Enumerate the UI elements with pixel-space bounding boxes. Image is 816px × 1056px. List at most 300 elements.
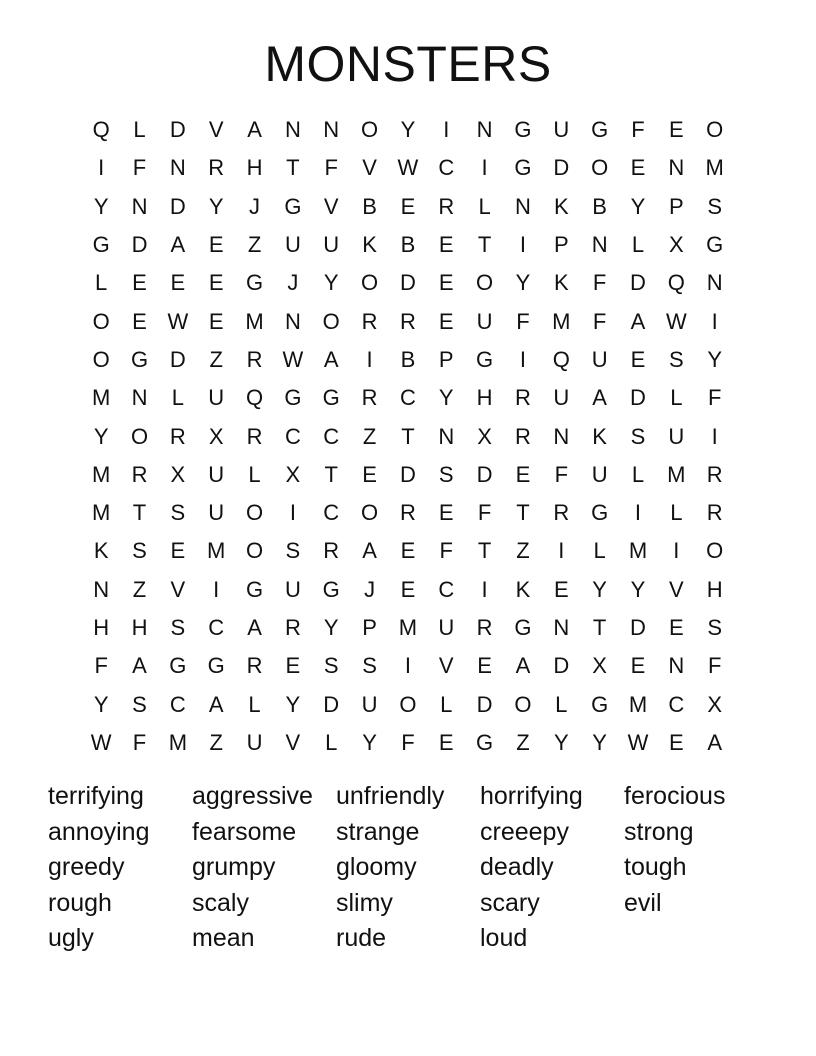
letter-grid	[82, 111, 734, 762]
grid-letter: T	[592, 615, 607, 640]
grid-letter: H	[706, 576, 723, 602]
grid-letter: O	[245, 538, 264, 564]
grid-letter: Q	[552, 346, 570, 372]
grid-letter: S	[707, 615, 723, 640]
grid-letter: F	[592, 308, 607, 334]
grid-letter: I	[289, 500, 296, 526]
grid-letter: F	[132, 729, 147, 755]
grid-letter: F	[707, 385, 722, 411]
grid-letter: L	[593, 538, 606, 564]
grid-letter: Z	[132, 576, 147, 602]
grid-row	[82, 571, 734, 609]
grid-letter: G	[284, 193, 302, 219]
grid-letter: N	[284, 117, 301, 143]
grid-letter: Y	[93, 193, 109, 219]
word-bank-item: strange	[336, 817, 420, 846]
grid-letter: L	[670, 500, 683, 526]
grid-letter: E	[400, 538, 416, 564]
grid-letter: E	[400, 576, 416, 602]
grid-letter: C	[399, 385, 416, 411]
grid-letter: D	[169, 346, 186, 372]
grid-letter: K	[592, 423, 607, 449]
grid-letter: W	[627, 729, 649, 755]
grid-letter: A	[132, 653, 147, 679]
grid-letter: E	[630, 653, 646, 679]
grid-letter: Q	[667, 270, 685, 296]
word-bank-item: rude	[336, 924, 387, 953]
grid-letter: P	[438, 346, 454, 372]
word-bank-item: mean	[192, 924, 255, 953]
grid-row	[82, 494, 734, 532]
grid-letter: E	[208, 232, 224, 258]
grid-letter: L	[248, 691, 261, 717]
grid-letter: G	[169, 653, 187, 679]
grid-letter: S	[630, 423, 646, 449]
grid-letter: J	[287, 270, 299, 296]
grid-letter: K	[362, 232, 377, 258]
grid-letter: G	[207, 653, 225, 679]
word-bank-row	[48, 779, 788, 815]
grid-letter: B	[592, 193, 607, 219]
grid-letter: E	[362, 461, 377, 487]
grid-letter: N	[553, 423, 570, 449]
word-bank-item: evil	[624, 888, 662, 917]
grid-letter: Q	[92, 117, 110, 143]
grid-letter: Z	[516, 538, 530, 564]
grid-row	[82, 379, 734, 417]
grid-letter: O	[399, 691, 417, 717]
grid-letter: V	[438, 653, 454, 679]
grid-letter: O	[514, 691, 532, 717]
grid-letter: N	[131, 385, 148, 411]
grid-letter: E	[208, 270, 224, 296]
word-bank-row	[48, 850, 788, 886]
grid-letter: I	[98, 155, 105, 181]
grid-letter: A	[515, 653, 531, 679]
grid-letter: L	[478, 193, 491, 219]
grid-letter: T	[132, 500, 147, 526]
grid-letter: E	[170, 538, 186, 564]
grid-row	[82, 417, 734, 455]
grid-letter: Z	[209, 729, 223, 755]
grid-letter: E	[438, 308, 454, 334]
grid-letter: G	[322, 576, 340, 602]
grid-letter: N	[476, 117, 493, 143]
grid-letter: M	[667, 461, 686, 487]
grid-letter: R	[706, 500, 723, 526]
word-bank-row	[48, 921, 788, 957]
grid-letter: I	[711, 308, 718, 334]
grid-letter: U	[438, 615, 455, 640]
grid-letter: L	[133, 117, 146, 143]
grid-letter: D	[399, 461, 416, 487]
grid-letter: P	[553, 232, 569, 258]
grid-letter: E	[438, 270, 454, 296]
grid-letter: Y	[208, 193, 224, 219]
grid-letter: R	[361, 308, 378, 334]
grid-letter: H	[131, 615, 148, 640]
grid-letter: L	[631, 461, 645, 487]
grid-letter: L	[440, 691, 453, 717]
word-bank-item: scary	[480, 888, 540, 917]
word-bank-item: unfriendly	[336, 782, 445, 811]
grid-letter: U	[553, 117, 570, 143]
grid-letter: K	[553, 193, 569, 219]
grid-letter: U	[284, 232, 301, 258]
grid-letter: S	[668, 346, 684, 372]
grid-letter: R	[169, 423, 186, 449]
grid-letter: Y	[323, 615, 339, 640]
grid-letter: F	[439, 538, 453, 564]
grid-letter: E	[132, 308, 147, 334]
grid-letter: G	[514, 155, 532, 181]
grid-letter: N	[668, 155, 685, 181]
grid-letter: R	[323, 538, 340, 564]
grid-letter: Y	[707, 346, 723, 372]
grid-letter: D	[553, 155, 570, 181]
grid-letter: I	[213, 576, 220, 602]
grid-letter: R	[361, 385, 378, 411]
grid-letter: U	[591, 346, 608, 372]
grid-letter: S	[285, 538, 301, 564]
grid-letter: O	[92, 346, 110, 372]
grid-letter: M	[628, 538, 648, 564]
grid-letter: F	[707, 653, 722, 679]
grid-letter: N	[706, 270, 723, 296]
word-bank-item: tough	[624, 853, 687, 882]
grid-letter: K	[93, 538, 109, 564]
grid-letter: F	[324, 155, 338, 181]
grid-letter: C	[208, 615, 225, 640]
grid-letter: A	[247, 117, 262, 143]
grid-row	[82, 149, 734, 187]
grid-letter: V	[323, 193, 339, 219]
grid-row	[82, 264, 734, 302]
grid-letter: U	[668, 423, 685, 449]
word-bank-item: ugly	[48, 924, 94, 953]
grid-letter: Y	[323, 270, 339, 296]
grid-letter: G	[706, 232, 724, 258]
grid-letter: I	[519, 232, 527, 258]
grid-letter: N	[284, 308, 301, 334]
grid-letter: V	[170, 576, 186, 602]
grid-letter: E	[668, 615, 684, 640]
grid-letter: X	[477, 423, 492, 449]
grid-letter: V	[285, 729, 301, 755]
page-title: MONSTERS	[264, 36, 552, 92]
grid-letter: X	[707, 691, 723, 717]
grid-letter: I	[481, 576, 488, 602]
word-bank-item: gloomy	[336, 853, 417, 882]
grid-letter: G	[130, 346, 149, 372]
grid-letter: L	[555, 691, 568, 717]
grid-letter: T	[477, 232, 492, 258]
grid-row	[82, 302, 734, 340]
grid-letter: Y	[400, 117, 416, 143]
grid-letter: Z	[247, 232, 262, 258]
grid-letter: D	[553, 653, 570, 679]
grid-letter: E	[438, 500, 454, 526]
grid-letter: A	[208, 691, 224, 717]
grid-letter: F	[94, 653, 108, 679]
word-bank-row	[48, 886, 788, 922]
grid-letter: S	[323, 653, 339, 679]
grid-letter: M	[92, 461, 111, 487]
grid-letter: U	[553, 385, 570, 411]
grid-letter: R	[476, 615, 493, 640]
grid-letter: A	[323, 346, 339, 372]
grid-letter: Y	[592, 576, 607, 602]
grid-letter: C	[169, 691, 186, 717]
word-bank	[48, 779, 788, 957]
grid-row	[82, 647, 734, 685]
grid-letter: T	[401, 423, 415, 449]
grid-letter: Z	[362, 423, 377, 449]
grid-letter: S	[362, 653, 377, 679]
grid-letter: R	[438, 193, 455, 219]
grid-letter: D	[630, 270, 646, 296]
grid-letter: H	[246, 155, 263, 181]
grid-letter: G	[92, 232, 110, 258]
grid-letter: Y	[630, 576, 646, 602]
grid-letter: E	[208, 308, 224, 334]
grid-letter: G	[245, 576, 264, 602]
word-bank-item: strong	[624, 817, 694, 846]
grid-row	[82, 609, 734, 647]
grid-letter: U	[323, 232, 340, 258]
grid-letter: E	[630, 346, 646, 372]
grid-letter: Y	[285, 691, 301, 717]
grid-letter: Z	[209, 346, 223, 372]
grid-letter: X	[208, 423, 224, 449]
grid-letter: G	[284, 385, 302, 411]
grid-letter: D	[323, 691, 340, 717]
grid-letter: T	[286, 155, 300, 181]
grid-letter: A	[707, 729, 723, 755]
grid-row	[82, 341, 734, 379]
grid-letter: C	[438, 576, 455, 602]
grid-letter: U	[284, 576, 301, 602]
grid-letter: N	[93, 576, 110, 602]
grid-letter: Y	[438, 385, 454, 411]
grid-letter: M	[207, 538, 226, 564]
word-bank-item: rough	[48, 888, 112, 917]
grid-letter: J	[364, 576, 376, 602]
grid-letter: N	[169, 155, 186, 181]
grid-letter: N	[438, 423, 455, 449]
word-bank-item: ferocious	[624, 782, 726, 811]
grid-letter: D	[399, 270, 416, 296]
grid-letter: M	[245, 308, 264, 334]
grid-letter: E	[515, 461, 531, 487]
grid-letter: N	[668, 653, 685, 679]
grid-letter: C	[323, 500, 340, 526]
grid-letter: S	[132, 691, 147, 717]
grid-letter: O	[361, 500, 379, 526]
grid-row	[82, 226, 734, 264]
word-bank-row	[48, 815, 788, 851]
grid-letter: D	[169, 193, 186, 219]
grid-letter: C	[284, 423, 301, 449]
grid-letter: X	[285, 461, 301, 487]
grid-letter: E	[630, 155, 646, 181]
grid-letter: O	[322, 308, 340, 334]
word-bank-item: terrifying	[48, 782, 144, 811]
grid-letter: Y	[515, 270, 531, 296]
grid-letter: S	[438, 461, 454, 487]
grid-letter: N	[591, 232, 608, 258]
grid-letter: X	[668, 232, 684, 258]
grid-letter: X	[170, 461, 186, 487]
grid-letter: G	[591, 691, 609, 717]
grid-row	[82, 456, 734, 494]
grid-letter: U	[476, 308, 493, 334]
grid-letter: V	[362, 155, 377, 181]
grid-letter: K	[553, 270, 569, 296]
grid-letter: L	[670, 385, 683, 411]
grid-letter: O	[361, 270, 379, 296]
grid-letter: O	[591, 155, 609, 181]
grid-letter: M	[92, 385, 111, 411]
word-bank-item: horrifying	[480, 782, 583, 811]
word-bank-item: deadly	[480, 853, 554, 882]
grid-letter: R	[515, 385, 531, 411]
grid-letter: G	[591, 500, 609, 526]
grid-letter: P	[668, 193, 684, 219]
grid-letter: I	[443, 117, 450, 143]
grid-letter: I	[711, 423, 718, 449]
grid-letter: D	[630, 385, 646, 411]
grid-letter: H	[476, 385, 493, 411]
word-bank-item: slimy	[336, 888, 393, 917]
grid-letter: M	[628, 691, 648, 717]
grid-letter: D	[131, 232, 148, 258]
grid-letter: N	[515, 193, 531, 219]
grid-letter: O	[245, 500, 264, 526]
grid-letter: D	[169, 117, 186, 143]
grid-letter: G	[476, 729, 494, 755]
grid-letter: X	[592, 653, 607, 679]
grid-letter: L	[325, 729, 338, 755]
grid-letter: R	[208, 155, 225, 181]
grid-letter: F	[554, 461, 569, 487]
word-bank-item: aggressive	[192, 782, 313, 811]
grid-letter: B	[362, 193, 377, 219]
grid-letter: G	[514, 117, 532, 143]
grid-letter: S	[707, 193, 723, 219]
word-bank-item: scaly	[192, 888, 249, 917]
grid-letter: Y	[362, 729, 377, 755]
grid-letter: B	[400, 346, 416, 372]
grid-letter: U	[361, 691, 378, 717]
grid-letter: E	[553, 576, 569, 602]
grid-letter: V	[208, 117, 224, 143]
grid-letter: F	[592, 270, 607, 296]
grid-letter: L	[171, 385, 184, 411]
grid-row	[82, 111, 734, 149]
word-bank-item: fearsome	[192, 817, 297, 846]
grid-letter: N	[553, 615, 570, 640]
grid-letter: E	[170, 270, 186, 296]
grid-letter: O	[476, 270, 494, 296]
grid-letter: R	[131, 461, 148, 487]
grid-letter: U	[208, 385, 225, 411]
grid-letter: N	[131, 193, 148, 219]
grid-letter: R	[553, 500, 570, 526]
grid-letter: D	[476, 691, 493, 717]
grid-letter: W	[397, 155, 419, 181]
grid-letter: F	[516, 308, 530, 334]
grid-letter: A	[170, 232, 186, 258]
grid-letter: O	[706, 117, 724, 143]
grid-letter: E	[438, 232, 454, 258]
grid-letter: E	[400, 193, 416, 219]
grid-letter: V	[668, 576, 684, 602]
grid-letter: Y	[93, 423, 109, 449]
grid-letter: I	[673, 538, 680, 564]
grid-letter: R	[399, 308, 416, 334]
grid-letter: R	[706, 461, 723, 487]
grid-letter: I	[634, 500, 642, 526]
grid-letter: D	[476, 461, 493, 487]
grid-letter: O	[92, 308, 110, 334]
grid-letter: G	[591, 117, 609, 143]
grid-letter: Y	[93, 691, 109, 717]
grid-letter: F	[477, 500, 492, 526]
grid-letter: C	[438, 155, 455, 181]
grid-letter: W	[167, 308, 189, 334]
word-bank-item: loud	[480, 924, 528, 953]
grid-letter: U	[208, 500, 225, 526]
grid-letter: R	[399, 500, 416, 526]
grid-letter: B	[400, 232, 416, 258]
grid-row	[82, 188, 734, 226]
grid-letter: U	[591, 461, 608, 487]
grid-letter: E	[285, 653, 301, 679]
grid-letter: C	[668, 691, 685, 717]
grid-letter: Y	[630, 193, 646, 219]
grid-letter: I	[404, 653, 411, 679]
grid-letter: E	[477, 653, 492, 679]
word-bank-item: grumpy	[192, 853, 276, 882]
grid-letter: Y	[592, 729, 607, 755]
grid-letter: E	[132, 270, 147, 296]
grid-letter: A	[247, 615, 262, 640]
grid-letter: M	[552, 308, 571, 334]
grid-letter: N	[323, 117, 340, 143]
grid-letter: T	[324, 461, 338, 487]
grid-letter: R	[515, 423, 531, 449]
grid-letter: O	[361, 117, 379, 143]
grid-letter: Q	[245, 385, 264, 411]
word-bank-item: creeepy	[480, 817, 569, 846]
grid-letter: G	[476, 346, 494, 372]
grid-letter: R	[246, 423, 263, 449]
grid-letter: F	[132, 155, 147, 181]
grid-letter: F	[401, 729, 415, 755]
grid-letter: L	[95, 270, 108, 296]
grid-letter: E	[668, 729, 684, 755]
grid-letter: E	[668, 117, 684, 143]
grid-letter: R	[246, 653, 263, 679]
grid-letter: E	[438, 729, 454, 755]
grid-letter: M	[398, 615, 418, 640]
grid-letter: I	[519, 346, 527, 372]
grid-letter: Z	[516, 729, 530, 755]
grid-letter: L	[248, 461, 261, 487]
grid-letter: G	[514, 615, 532, 640]
grid-letter: L	[631, 232, 645, 258]
